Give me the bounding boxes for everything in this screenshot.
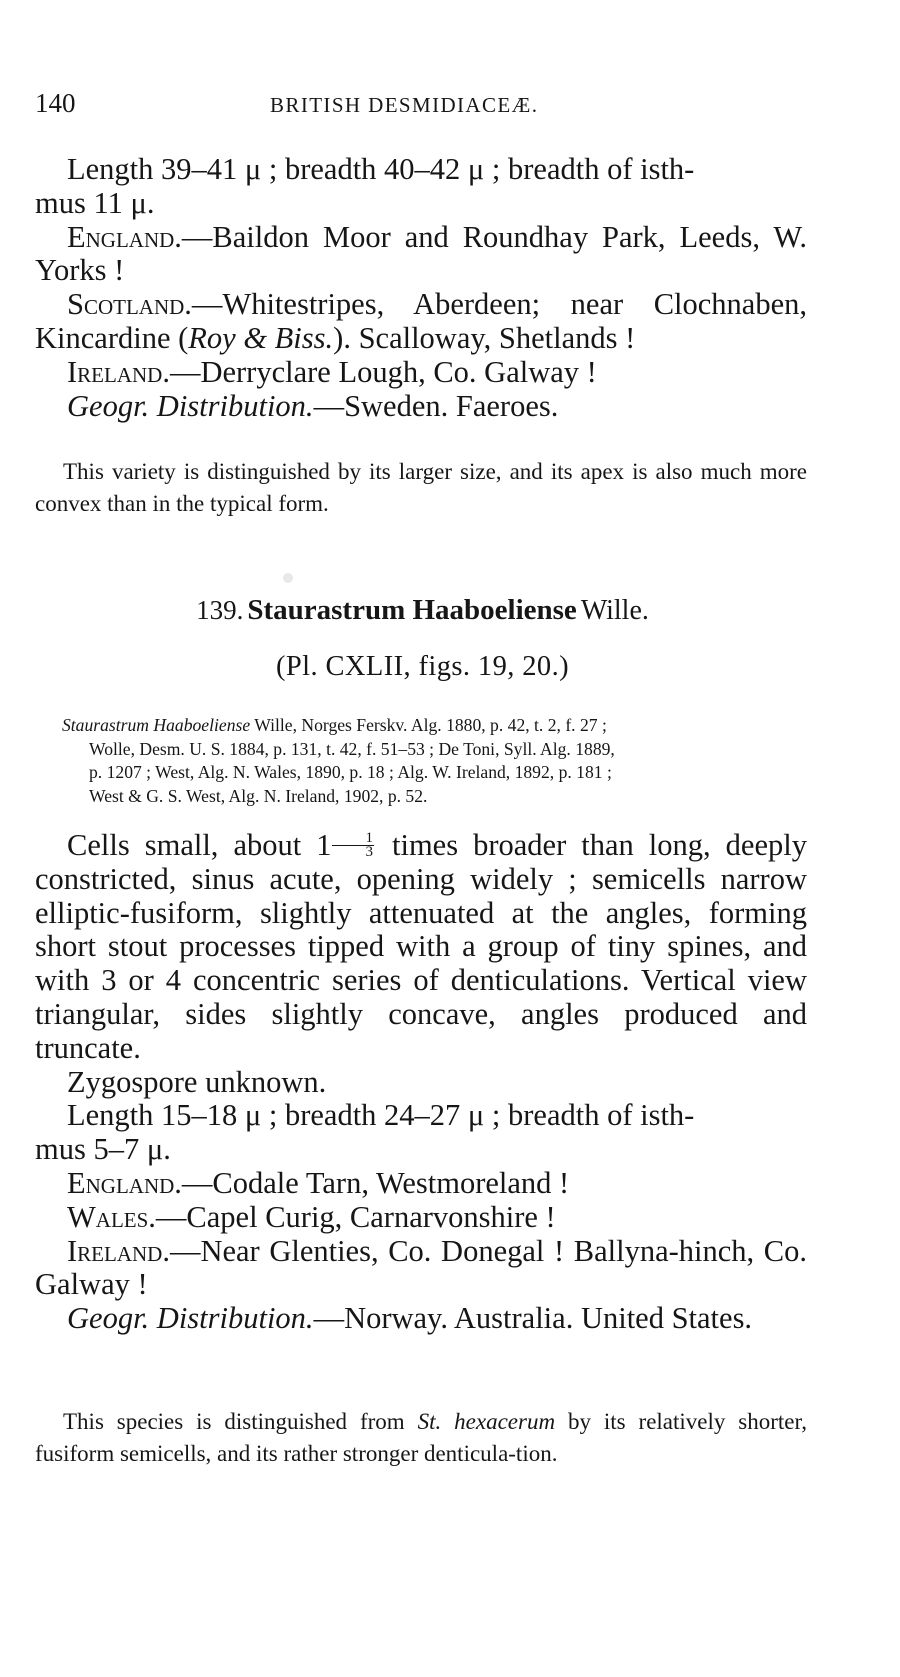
distribution-scotland: Scotland.—Whitestripes, Aberdeen; near Clochnaben, Kincardine (Roy & Biss.). Scalloway, Shetlands ! <box>35 287 807 355</box>
species-heading <box>0 594 845 627</box>
distribution-ireland: Ireland.—Near Glenties, Co. Donegal ! Ballyna-hinch, Co. Galway ! <box>35 1233 807 1302</box>
print-speck <box>283 573 293 583</box>
distribution-ireland: Ireland.—Derryclare Lough, Co. Galway ! <box>67 354 597 389</box>
running-head: BRITISH DESMIDIACEÆ. <box>270 93 539 117</box>
species-reference: St. hexacerum <box>417 1409 556 1434</box>
page-number: 140 <box>35 88 76 118</box>
geographic-distribution: Geogr. Distribution.—Norway. Australia. United States. <box>67 1301 753 1336</box>
authority-citation: Roy & Biss. <box>188 320 334 355</box>
region-label: Wales. <box>67 1199 156 1234</box>
geographic-distribution: Geogr. Distribution.—Sweden. Faeroes. <box>67 388 559 423</box>
measurements-paragraph: Length 39–41 μ ; breadth 40–42 μ ; breadth of isth- mus 11 μ. <box>35 152 695 220</box>
region-label: Ireland. <box>67 1233 170 1268</box>
region-label: Ireland. <box>67 354 170 389</box>
distribution-wales: Wales.—Capel Curig, Carnarvonshire ! <box>67 1199 556 1234</box>
distribution-england: England.—Codale Tarn, Westmoreland ! <box>67 1165 570 1200</box>
citation-line: Wolle, Desm. U. S. 1884, p. 131, t. 42, f. 51–53 ; De Toni, Syll. Alg. 1889, <box>89 738 615 759</box>
synonymy-citations <box>62 714 810 808</box>
fraction-one-third: $\frac{1}{3}$ <box>332 832 374 859</box>
previous-variety-details <box>35 153 807 423</box>
page-header <box>35 88 850 122</box>
region-label: Scotland. <box>67 287 192 322</box>
citation-line: p. 1207 ; West, Alg. N. Wales, 1890, p. 18 ; Alg. W. Ireland, 1892, p. 181 ; <box>89 762 612 782</box>
species-description <box>35 829 807 1336</box>
species-author: Wille. <box>580 595 649 626</box>
species-note: This species is distinguished from St. hexacerum by its relatively shorter, fusiform semicells, and its rather stronger denticula-tion. <box>35 1409 807 1466</box>
region-label: England. <box>67 1165 182 1200</box>
distribution-england: England.—Baildon Moor and Roundhay Park, Leeds, W. Yorks ! <box>35 219 807 288</box>
species-name: Staurastrum Haaboeliense <box>247 594 577 626</box>
description-paragraph: Cells small, about 1 $\frac{1}{3}$ times broader than long, deeply constricted, sinus acute, opening widely ; semicells narrow elliptic-fusiform, slightly attenuated at the angles, forming short stout processes tipped with a group of tiny spines, and with 3 or 4 concentric series of denticulations. Vertical view triangular, sides slightly concave, angles produced and truncate. <box>35 828 807 1065</box>
zygospore-paragraph: Zygospore unknown. <box>67 1064 327 1099</box>
citation-line: West & G. S. West, Alg. N. Ireland, 1902, p. 52. <box>89 785 428 806</box>
citation-line: Staurastrum Haaboeliense Wille, Norges Ferskv. Alg. 1880, p. 42, t. 2, f. 27 ; <box>62 715 607 735</box>
measurements-paragraph: Length 15–18 μ ; breadth 24–27 μ ; breadth of isth- mus 5–7 μ. <box>35 1098 695 1167</box>
species-number: 139. <box>196 595 244 625</box>
region-label: England. <box>67 219 182 254</box>
previous-variety-note: This variety is distinguished by its larger size, and its apex is also much more convex than in the typical form. <box>35 459 807 516</box>
plate-reference: (Pl. CXLII, figs. 19, 20.) <box>275 651 569 682</box>
